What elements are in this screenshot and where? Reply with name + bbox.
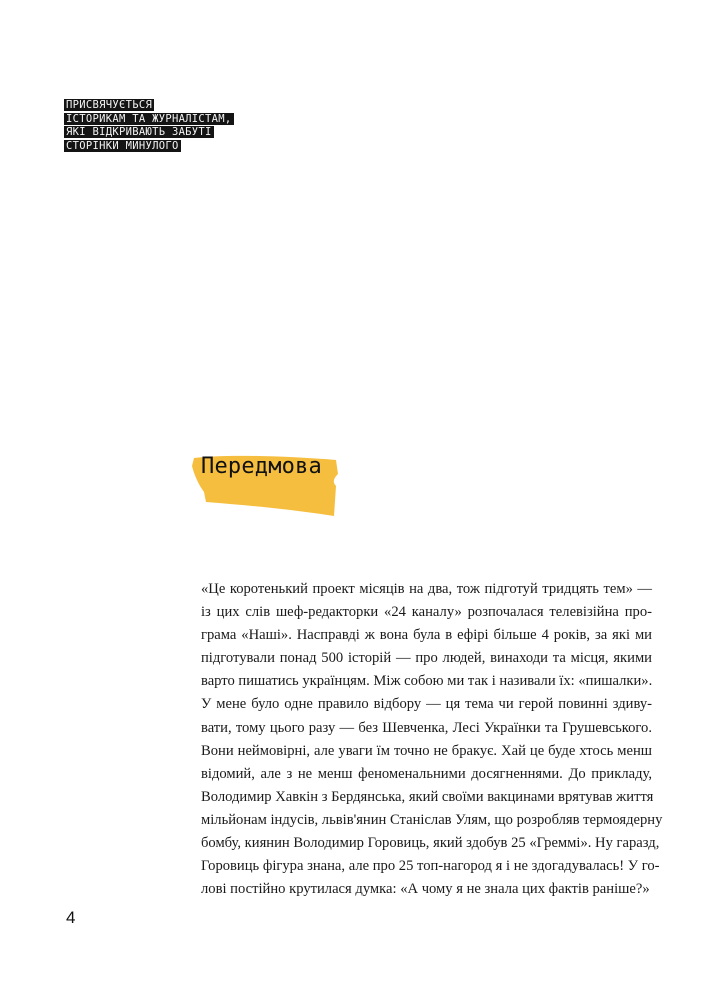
page-number: 4 (66, 908, 76, 927)
dedication (64, 99, 234, 153)
body-line: мільйонам індусів, львів'янин Станіслав Улям, що розробляв термоядерну (201, 811, 663, 828)
body-line: Володимир Хавкін з Бердянська, який своїми вакцинами врятував життя (201, 788, 654, 805)
body-line: грама «Наші». Насправді ж вона була в ефірі більше 4 років, за які ми (201, 627, 652, 644)
dedication-line: СТОРІНКИ МИНУЛОГО (66, 139, 179, 152)
body-line: Вони неймовірні, але уваги їм точно не бракує. Хай це буде хтось менш (201, 742, 652, 759)
body-line: відомий, але з не менш феноменальними досягненнями. До прикладу, (201, 765, 652, 782)
body-line: бомбу, киянин Володимир Горовиць, який здобув 25 «Греммі». Ну гаразд, (201, 835, 660, 852)
body-line: варто пишатись українцям. Між собою ми так і називали їх: «пишалки». (201, 673, 653, 690)
body-line: У мене було одне правило відбору — ця тема чи герой повинні здиву- (201, 696, 652, 713)
body-line: підготували понад 500 історій — про людей, винаходи та місця, якими (201, 650, 652, 667)
body-paragraph (201, 578, 663, 901)
body-line: Горовиць фігура знана, але про 25 топ-нагород я і не здогадувалась! У го- (201, 858, 660, 875)
dedication-line: ПРИСВЯЧУЄТЬСЯ (66, 99, 153, 111)
dedication-line: ІСТОРИКАМ ТА ЖУРНАЛІСТАМ, (66, 112, 232, 125)
chapter-heading-block (186, 444, 346, 524)
body-line: вати, тому цього разу — без Шевченка, Лесі Українки та Грушевського. (201, 719, 652, 736)
body-line: «Це коротенький проект місяців на два, тож підготуй тридцять тем» — (201, 581, 652, 597)
dedication-line: ЯКІ ВІДКРИВАЮТЬ ЗАБУТІ (66, 126, 212, 138)
body-line: лові постійно крутилася думка: «А чому я не знала цих фактів раніше?» (201, 881, 650, 898)
body-line: із цих слів шеф-редакторки «24 каналу» розпочалася телевізійна про- (201, 604, 652, 621)
chapter-title: Передмова (201, 454, 323, 479)
